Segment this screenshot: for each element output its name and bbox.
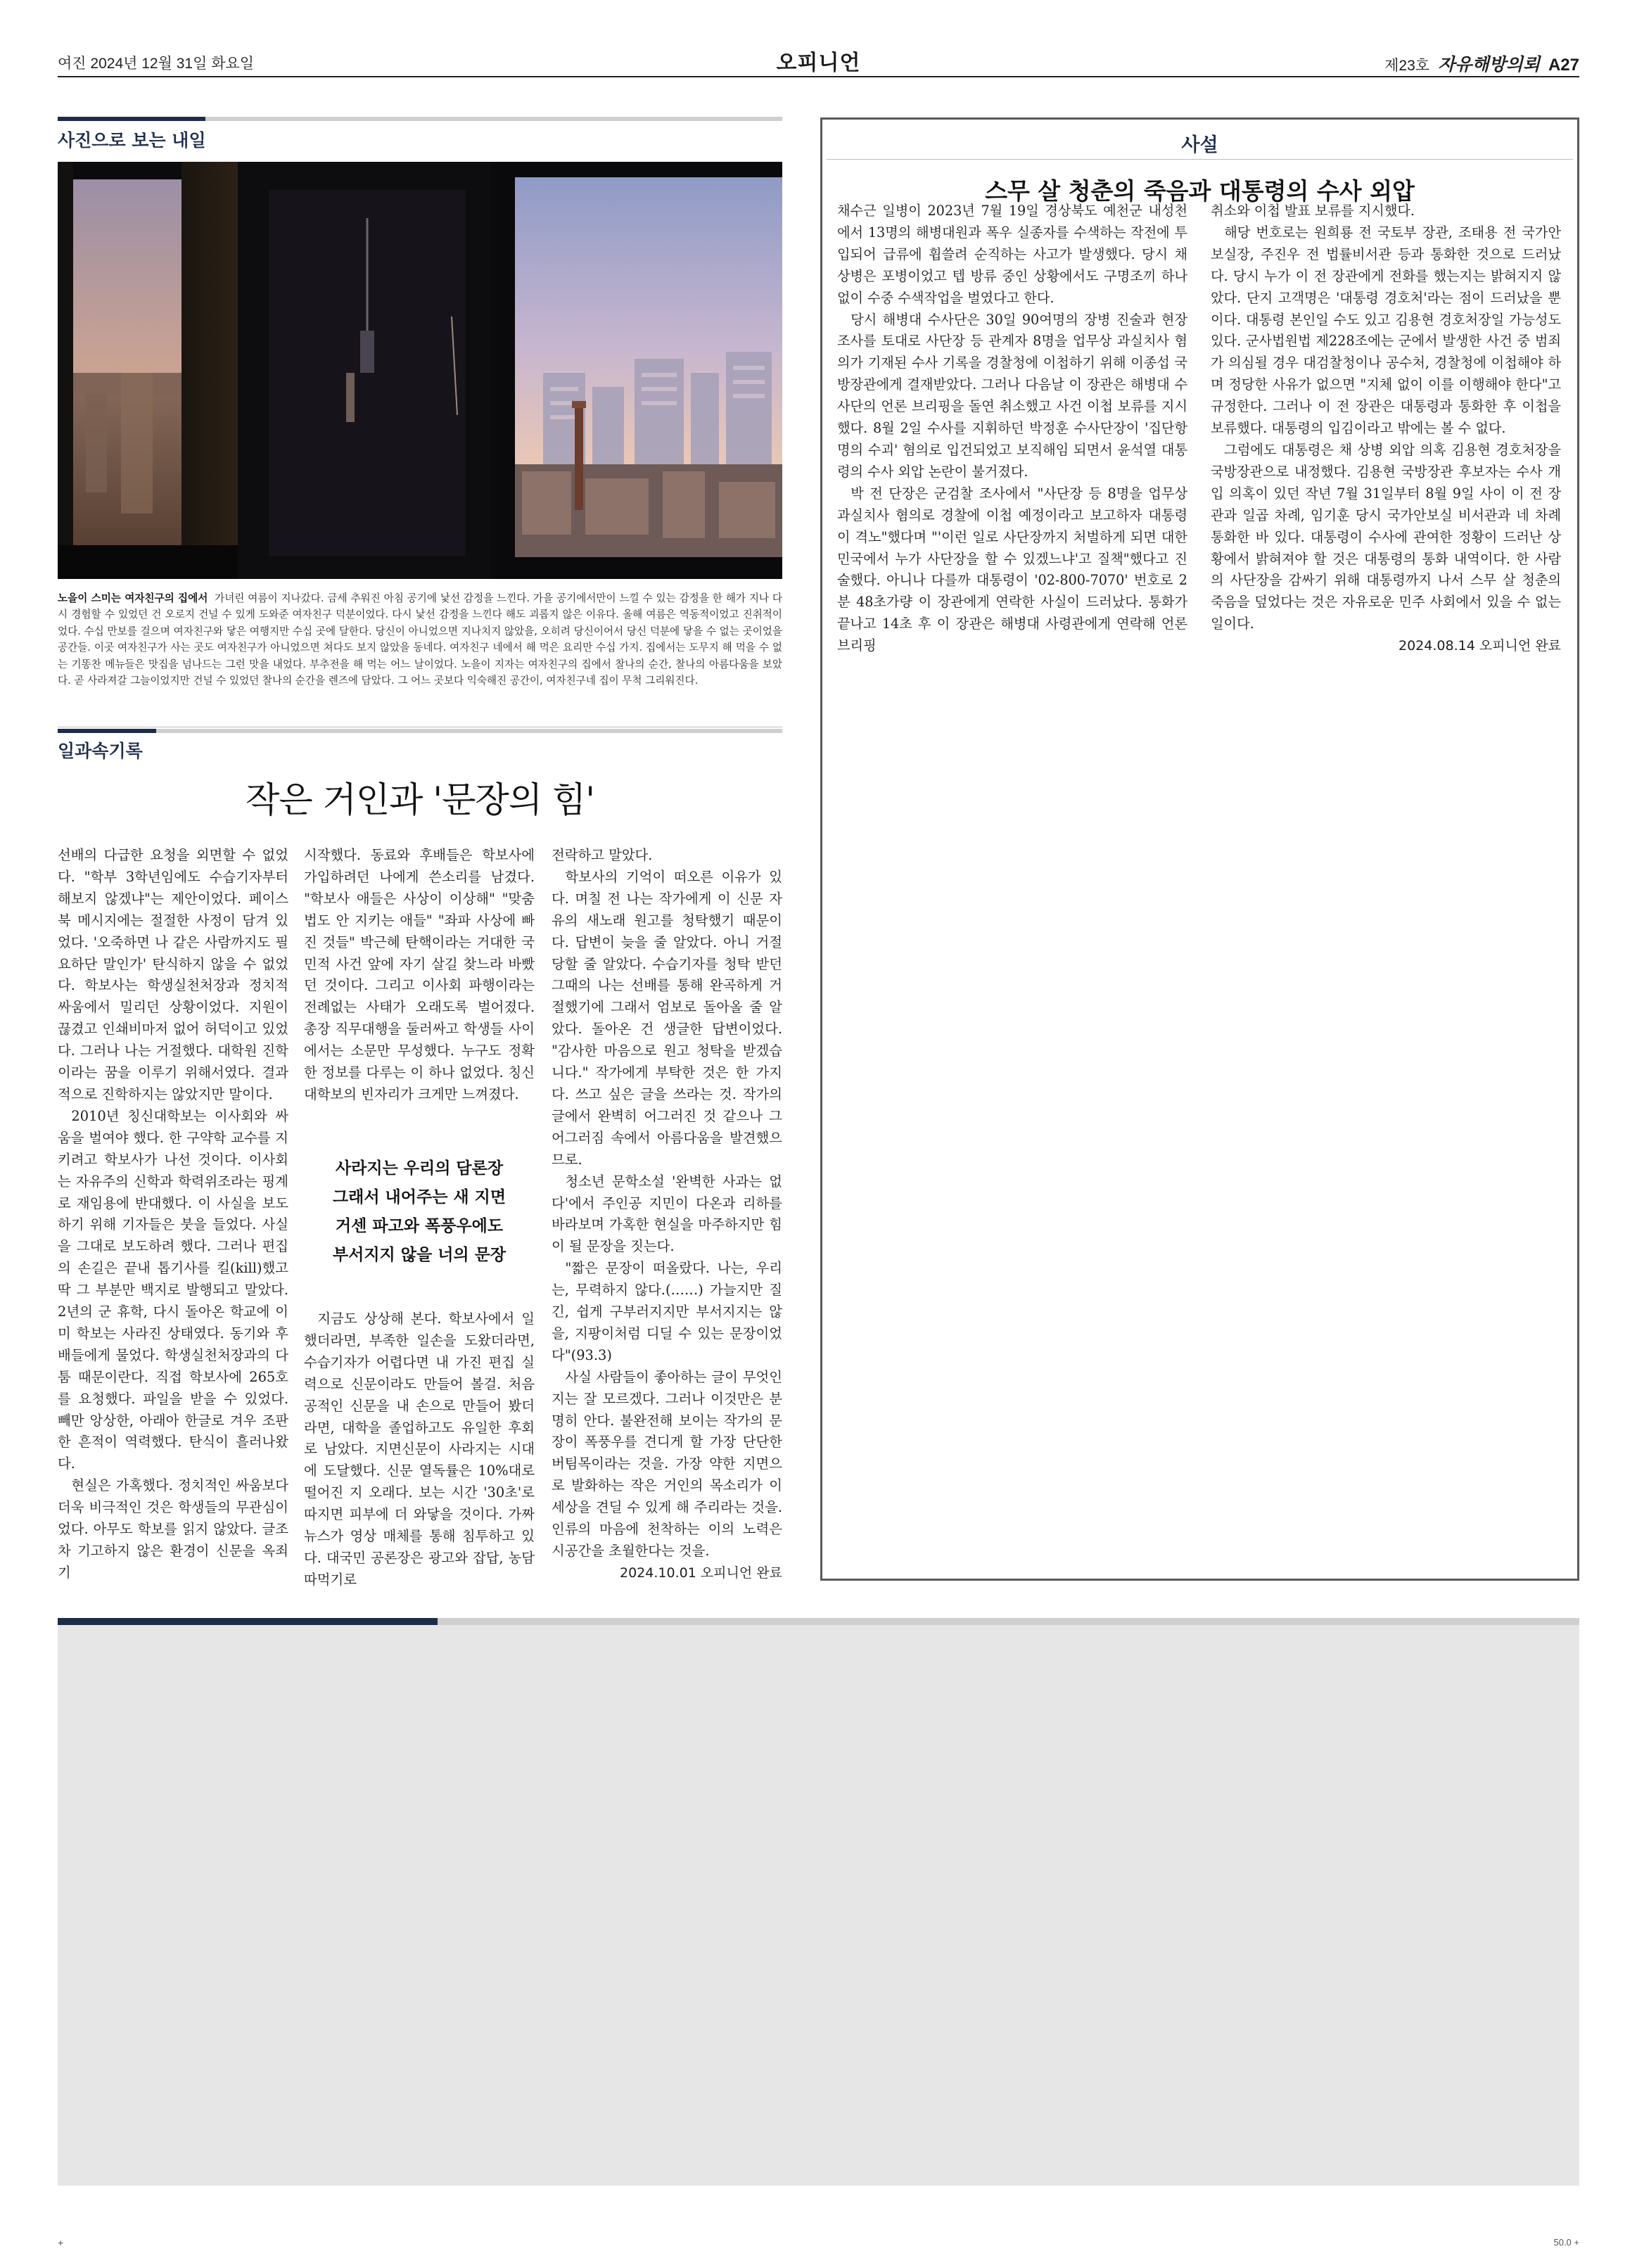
- paragraph: 해당 번호로는 원희룡 전 국토부 장관, 조태용 전 국가안보실장, 주진우 전 법률비서관 등과 통화한 것으로 드러났다. 당시 누가 이 전 장관에게 전화를 했는지는 밝혀지지 않았다. 단지 고객명은 '대통령 경호처'라는 점이 드러났을 뿐이다. 대통령 본인일 수도 있고 김용현 경호처장일 가능성도 있다. 군사법원법 제228조에는 군에서 발생한 사건 중 범죄가 의심될 경우 대검찰청이나 공수처, 경찰청에 이첩해야 하며 정당한 사유가 없으면 "지체 없이 이를 이행해야 한다"고 규정한다. 그러나 이 전 장관은 대통령과 통화한 후 이첩을 보류했다. 대통령의 입김이라고 밖에는 볼 수 없다.: [1211, 224, 1561, 437]
- paragraph: 지금도 상상해 본다. 학보사에서 일했더라면, 부족한 일손을 도왔더라면, 수습기자가 어렵다면 내 가진 편집 실력으로 신문이라도 만들어 볼걸. 처음 공적인 신문을 내 손으로 만들어 봤더라면, 대학을 졸업하고도 유일한 후회로 남았다. 지면신문이 사라지는 시대에 도달했다. 신문 열독률은 10%대로 떨어진 지 오래다. 보는 시간 '30초'로 따지면 피부에 더 와닿을 것이다. 가짜 뉴스가 영상 매체를 통해 침투하고 있다. 대국민 공론장은 광고와 잡답, 농담 따먹기로: [304, 1311, 535, 1588]
- paragraph: 박 전 단장은 군검찰 조사에서 "사단장 등 8명을 업무상 과실치사 혐의로 경찰에 이첩 예정이라고 보고하자 대통령이 격노"했다며 "'이런 일로 사단장까지 처벌하게 되면 대한민국에서 누가 사단장을 할 수 있겠느냐'고 질책"했다고 진술했다. 아니나 다를까 대통령이 '02-800-7070' 번호로 2분 48초가량 이 장관에게 연락한 사실이 드러났다. 통화가 끝나고 14초 후 이 장관은 해병대 사령관에게 연락해 언론 브리핑: [837, 485, 1187, 654]
- ad-area-bar: [58, 1618, 1579, 1625]
- column-signature: 2024.10.01 오피니언 완료: [620, 1565, 782, 1581]
- photo-caption: [58, 590, 782, 689]
- page-number: A27: [1548, 56, 1579, 75]
- paragraph: 그럼에도 대통령은 채 상병 외압 의혹 김용현 경호처장을 국방장관으로 내정했다. 김용현 국방장관 후보자는 수사 개입 의혹이 있던 작년 7월 31일부터 8월 9일 사이 이 전 장관과 일곱 차례, 임기훈 당시 국가안보실 비서관과 네 차례 통화한 바 있다. 대통령이 수사에 관여한 정황이 드러난 상황에서 밝혀져야 할 것은 대통령의 통화 내역이다. 한 사람의 사단장을 감싸기 위해 대통령까지 나서 스무 살 청춘의 죽음을 덮었다는 것은 자유로운 민주 사회에서 있을 수 없는 일이다.: [1211, 441, 1561, 632]
- print-mark-left: +: [58, 2237, 64, 2248]
- section-bar-accent: [58, 117, 205, 121]
- caption-lead: 노을이 스미는 여자친구의 집에서: [58, 592, 208, 604]
- column-text-col2-top: [304, 845, 535, 1106]
- paragraph: "짧은 문장이 떠올랐다. 나는, 우리는, 무력하지 않다.(……) 가늘지만 질긴, 쉽게 구부러지지만 부서지지는 않을, 지팡이처럼 디딜 수 있는 문장이었다"(93.3): [552, 1260, 782, 1363]
- issue-number: 제23호: [1384, 58, 1430, 74]
- section-bar-column: [58, 729, 782, 733]
- column-headline: 작은 거인과 '문장의 힘': [246, 779, 594, 820]
- pull-quote: [304, 1154, 535, 1269]
- caption-text: 가녀린 여름이 지나갔다. 금세 추워진 아침 공기에 낯선 감정을 느낀다. 가을 공기에서만이 느낄 수 있는 감정을 한 해가 지나 다시 경험할 수 있었던 건 오로지 건널 수 있게 도와준 여자친구 덕분이었다. 다시 낯선 감정을 느낀다 해도 괴롭지 않은 이유다. 올해 여름은 역동적이었고 진취적이었다. 수십 만보를 걸으며 여자친구와 닿은 여행지만 수십 곳에 달한다. 당신이 아니었으면 지나치지 않았을, 오히려 당신이어서 당신 덕분에 닿을 수 없는 곳이었을 공간들. 이곳 여자친구가 사는 곳도 여자친구가 아니었으면 쳐다도 보지 않았을 동네다. 여자친구 네에서 해 먹은 요리만 수십 가지. 집에서는 도무지 해 먹을 수 없는 기똥찬 메뉴들은 맛집을 넘나드는 그런 맛을 내었다. 부추전을 해 먹는 어느 날이었다. 노을이 지자는 여자친구의 집에서 찰나의 순간, 찰나의 아름다움을 보았다. 곧 사라져갈 그늘이었지만 건널 수 있었던 찰나의 순간을 렌즈에 담았다. 그 어느 곳보다 익숙해진 공간이, 여자친구네 집이 무척 그리워진다.: [58, 592, 782, 687]
- header-rule: [58, 76, 1579, 77]
- brand-logo: 자유해방의뢰: [1438, 54, 1540, 75]
- ad-bar-accent: [58, 1618, 438, 1625]
- print-mark-right: 50.0 +: [1553, 2237, 1579, 2248]
- window-sunset-photo: [58, 162, 782, 579]
- section-bar-accent: [58, 729, 156, 733]
- column-text-col1: [58, 845, 288, 1584]
- paragraph: 채수근 일병이 2023년 7월 19일 경상북도 예천군 내성천에서 13명의 해병대원과 폭우 실종자를 수색하는 작전에 투입되어 급류에 휩쓸려 순직하는 사고가 발생했다. 당시 채 상병은 포병이었고 텝 방류 중인 상황에서도 구명조끼 하나 없이 수중 수색작업을 벌였다고 한다.: [837, 203, 1187, 306]
- paragraph: 학보사의 기억이 떠오른 이유가 있다. 며칠 전 나는 작가에게 이 신문 자유의 새노래 원고를 청탁했기 때문이다. 답변이 늦을 줄 알았다. 아니 거절당할 줄 알았다. 수습기자를 청탁 받던 그때의 나는 선배를 통해 완곡하게 거절했기에 그래서 엄보로 돌아올 줄 알았다. 돌아온 건 생글한 답변이었다. "감사한 마음으로 원고 청탁을 받겠습니다." 작가에게 부탁한 것은 한 가지다. 쓰고 싶은 글을 쓰라는 것. 작가의 글에서 완벽히 어그러진 것 같으나 그 어그러짐 속에서 아름다움을 발견했으므로.: [552, 868, 782, 1168]
- photo-kicker: 사진으로 보는 내일: [58, 130, 206, 151]
- editorial-title: 스무 살 청춘의 죽음과 대통령의 수사 외압: [985, 177, 1415, 205]
- section-bar-photo: [58, 117, 782, 121]
- pull-quote-line: 거센 파고와 폭풍우에도: [335, 1216, 504, 1235]
- issue-date: 여진 2024년 12월 31일 화요일: [58, 56, 255, 72]
- page-header: [58, 44, 1579, 76]
- editorial-text-col2: [1211, 200, 1561, 657]
- pull-quote-line: 그래서 내어주는 새 지면: [332, 1187, 507, 1206]
- paragraph: 당시 해병대 수사단은 30일 90여명의 장병 진술과 현장조사를 토대로 사단장 등 관계자 8명을 업무상 과실치사 혐의가 기재된 수사 기록을 경찰청에 이첩하기 위해 이종섭 국방장관에게 결재받았다. 그러나 다음날 이 장관은 해병대 수사단의 언론 브리핑을 돌연 취소했고 사건 이첩 보류를 지시했다. 8월 2일 수사를 지휘하던 박정훈 수사단장이 '집단항명의 수괴' 혐의로 입건되었고 보직해임 되면서 윤석열 대통령의 수사 외압 논란이 불거졌다.: [837, 311, 1187, 480]
- pull-quote-line: 부서지지 않을 너의 문장: [332, 1245, 507, 1264]
- advertisement-placeholder: [58, 1625, 1579, 2186]
- column-text-col3: [552, 845, 782, 1584]
- editorial-text-col1: [837, 200, 1187, 657]
- column-text-col2-bottom: [304, 1308, 535, 1591]
- paragraph: 2010년 칭신대학보는 이사회와 싸움을 벌여야 했다. 한 구약학 교수를 지키려고 학보사가 나선 것이다. 이사회는 자유주의 신학과 학력위조라는 핑계로 재임용에 반대했다. 이 사실을 보도하기 위해 기자들은 붓을 들었다. 사실을 그대로 보도하려 했다. 그러나 편집의 손길은 끝내 톱기사를 킬(kill)했고 딱 그 부분만 백지로 발행되고 말았다. 2년의 군 휴학, 다시 돌아온 학교에 이미 학보는 사라진 상태였다. 동기와 후배들에게 물었다. 학생실천처장과의 다툼 때문이란다. 직접 학보사에 265호를 요청했다. 파일을 받을 수 있었다. 빼만 앙상한, 아래아 한글로 겨우 조판한 흔적이 역력했다. 탄식이 흘러나왔다.: [58, 1107, 288, 1472]
- section-title: 오피니언: [776, 51, 861, 75]
- paragraph: 청소년 문학소설 '완벽한 사과는 없다'에서 주인공 지민이 다온과 리하를 바라보며 가혹한 현실을 마주하지만 힘이 될 문장을 짓는다.: [552, 1173, 782, 1255]
- pull-quote-line: 사라지는 우리의 담론장: [335, 1159, 504, 1178]
- paragraph: 시작했다. 동료와 후배들은 학보사에 가입하려던 나에게 쓴소리를 남겼다. "학보사 애들은 사상이 이상해" "맞춤법도 안 지키는 애들" "좌파 사상에 빠진 것들" 박근혜 탄핵이라는 거대한 국민적 사건 앞에 자기 살길 찾느라 바빴던 것이다. 그리고 이사회 파행이라는 전례없는 사태가 오래도록 벌어졌다. 총장 직무대행을 둘러싸고 학생들 사이에서는 소문만 무성했다. 누구도 정확한 정보를 다루는 이 하나 없었다. 칭신대학보의 빈자리가 크게만 느껴졌다.: [304, 847, 535, 1102]
- column-kicker: 일과속기록: [58, 741, 143, 761]
- editorial-signature: 2024.08.14 오피니언 완료: [1399, 638, 1561, 654]
- photo-illustration: [58, 162, 782, 579]
- paragraph: 취소와 이첩 발표 보류를 지시했다.: [1211, 203, 1415, 219]
- paragraph: 현실은 가혹했다. 정치적인 싸움보다 더욱 비극적인 것은 학생들의 무관심이었다. 아무도 학보를 읽지 않았다. 글조차 기고하지 않은 환경이 신문을 옥죄기: [58, 1477, 288, 1581]
- editorial-tag: 사설: [1181, 134, 1218, 156]
- paragraph: 전락하고 말았다.: [552, 847, 653, 863]
- masthead-right: [1384, 51, 1579, 76]
- paragraph: 선배의 다급한 요청을 외면할 수 없었다. "학부 3학년임에도 수습기자부터 해보지 않겠냐"는 제안이었다. 페이스북 메시지에는 절절한 사정이 담겨 있었다. '오죽하면 나 같은 사람까지도 필요하단 말인가' 탄식하지 않을 수 없었다. 학보사는 학생실천처장과 정치적 싸움에서 밀리던 상황이었다. 지원이 끊겼고 인쇄비마저 없어 허덕이고 있었다. 그러나 나는 거절했다. 대학원 진학이라는 꿈을 이루기 위해서였다. 결과적으로 진학하지는 않았지만 말이다.: [58, 847, 288, 1102]
- divider: [827, 159, 1573, 160]
- paragraph: 사실 사람들이 좋아하는 글이 무엇인지는 잘 모르겠다. 그러나 이것만은 분명히 안다. 불완전해 보이는 작가의 문장이 폭풍우를 견디게 할 가장 단단한 버팀목이라는 것을. 가장 약한 지면으로 발화하는 작은 거인의 목소리가 이 세상을 견딜 수 있게 해 주리라는 것을. 인류의 마음에 천착하는 이의 노력은 시공간을 초월한다는 것을.: [552, 1368, 782, 1559]
